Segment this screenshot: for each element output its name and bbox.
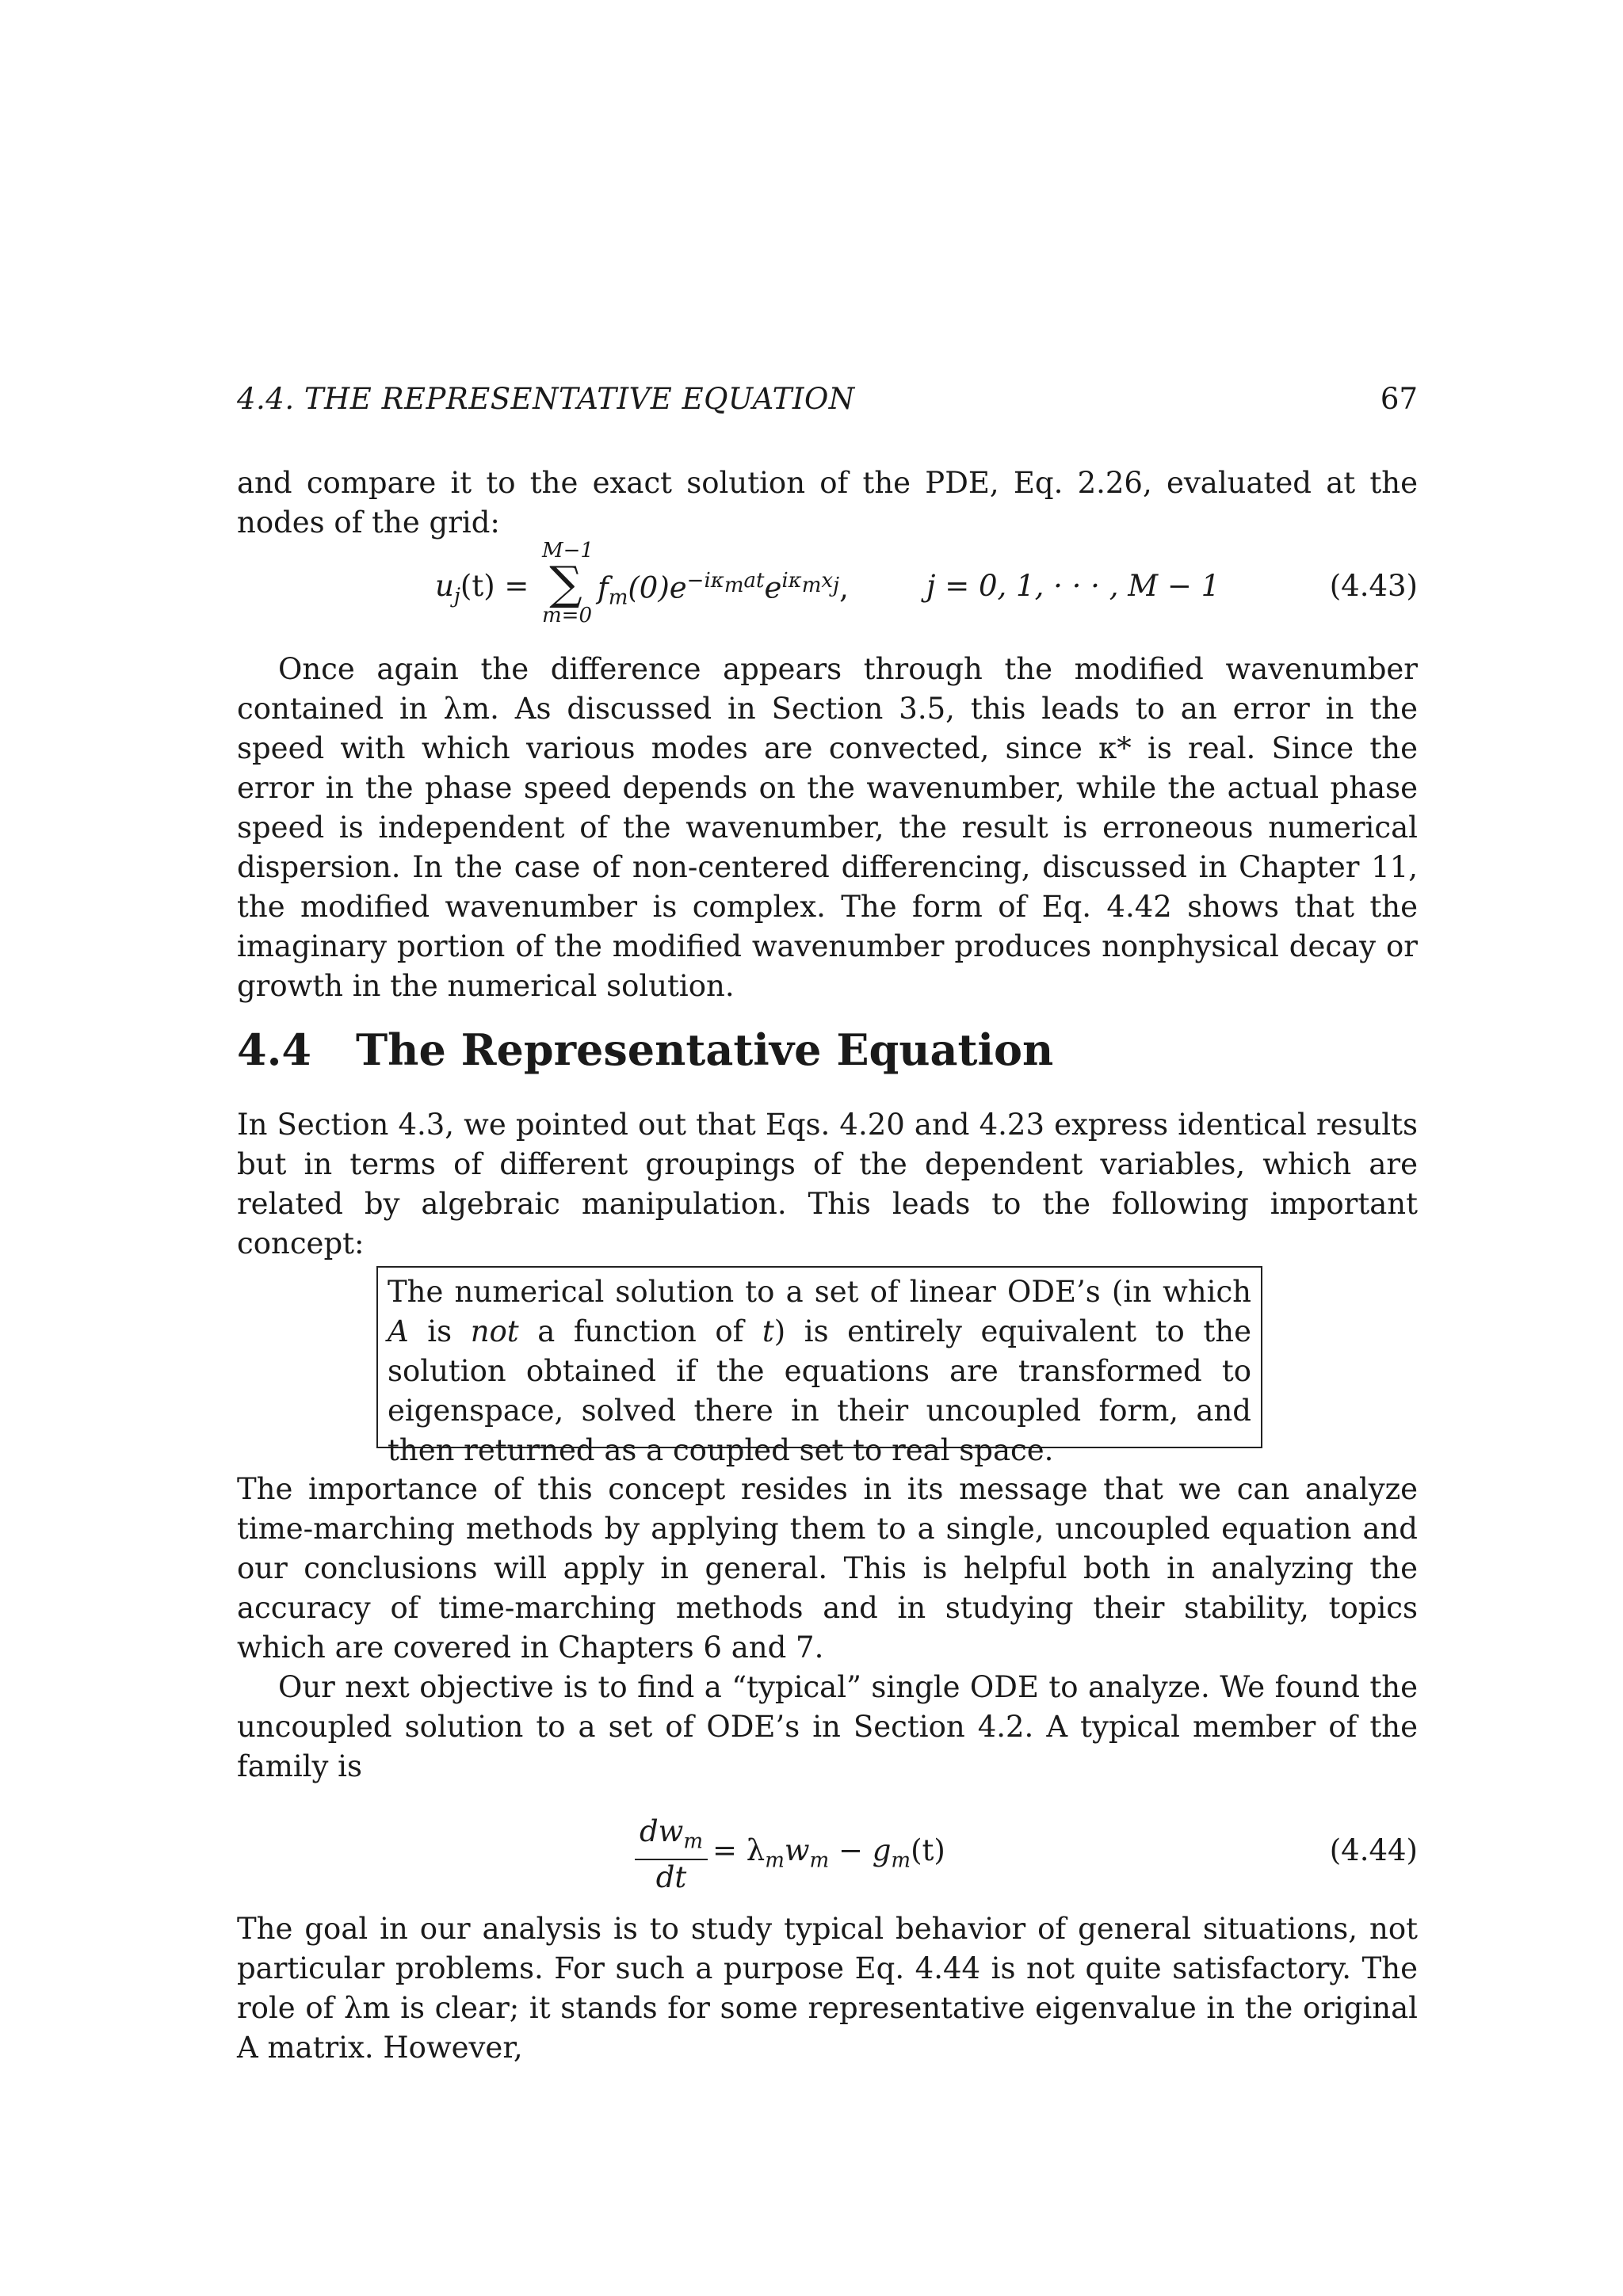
summation: M−1 ∑ m=0	[542, 539, 594, 627]
section-number: 4.4	[237, 1024, 311, 1075]
paragraph-goal: The goal in our analysis is to study typical behavior of general situations, not particular problems. For such a purpose Eq. 4.44 is not quite satisfactory. The role of λm is clear; it stands for some representative eigenvalue in the original A matrix. However,	[237, 1912, 1418, 2065]
running-head: 4.4. THE REPRESENTATIVE EQUATION	[237, 382, 855, 416]
paragraph-intro: and compare it to the exact solution of the PDE, Eq. 2.26, evaluated at the nodes of the grid:	[237, 466, 1418, 540]
paragraph-dispersion: Once again the difference appears through the modified wavenumber contained in λm. As discussed in Section 3.5, this leads to an error in the speed with which various modes are convected, since κ* is real. Since the error in the phase speed depends on the wavenumber, while the actual phase speed is independent of the wavenumber, the result is erroneous numerical dispersion. In the case of non-centered differencing, discussed in Chapter 11, the modified wavenumber is complex. The form of Eq. 4.42 shows that the imaginary portion of the modified wavenumber produces nonphysical decay or growth in the numerical solution.	[237, 652, 1418, 1003]
equation-number: (4.43)	[1329, 569, 1418, 603]
section-heading	[237, 1024, 1053, 1075]
equation-condition: j = 0, 1, · · · , M − 1	[926, 569, 1220, 603]
page-number: 67	[1380, 382, 1418, 416]
equation-rhs: = $\lambda_mw_m - g_m(t)$	[712, 1833, 945, 1873]
paragraph-objective: Our next objective is to find a “typical” single ODE to analyze. We found the uncoupled solution to a set of ODE’s in Section 4.2. A typical member of the family is	[237, 1670, 1418, 1783]
fraction	[635, 1814, 708, 1895]
equation-number: (4.44)	[1329, 1833, 1418, 1867]
paragraph-importance: The importance of this concept resides in its message that we can analyze time-marching methods by applying them to a single, uncoupled equation and our conclusions will apply in general. This is helpful both in analyzing the accuracy of time-marching methods and in studying their stability, topics which are covered in Chapters 6 and 7.	[237, 1472, 1418, 1665]
equation-term: $f_m(0)e^{-i\kappa_mat}e^{i\kappa_mx_j}$,	[598, 569, 849, 610]
section-title-text: The Representative Equation	[356, 1024, 1054, 1075]
concept-box: The numerical solution to a set of linear ODE’s (in which A is not a function of t) is entirely equivalent to the solution obtained if the equations are transformed to eigenspace, solved there in their uncoupled form, and then returned as a coupled set to real space.	[376, 1266, 1262, 1448]
fraction-denominator: dt	[655, 1860, 687, 1895]
equation-4-44	[237, 1814, 1418, 1901]
equation-lhs: $u_j(t)$ =	[435, 569, 529, 608]
equation-4-43	[237, 539, 1418, 634]
fraction-numerator: $dw_m$	[635, 1814, 708, 1860]
paragraph-section-intro: In Section 4.3, we pointed out that Eqs. 4.20 and 4.23 express identical results but in terms of different groupings of the dependent variables, which are related by algebraic manipulation. This leads to the following important concept:	[237, 1108, 1418, 1261]
